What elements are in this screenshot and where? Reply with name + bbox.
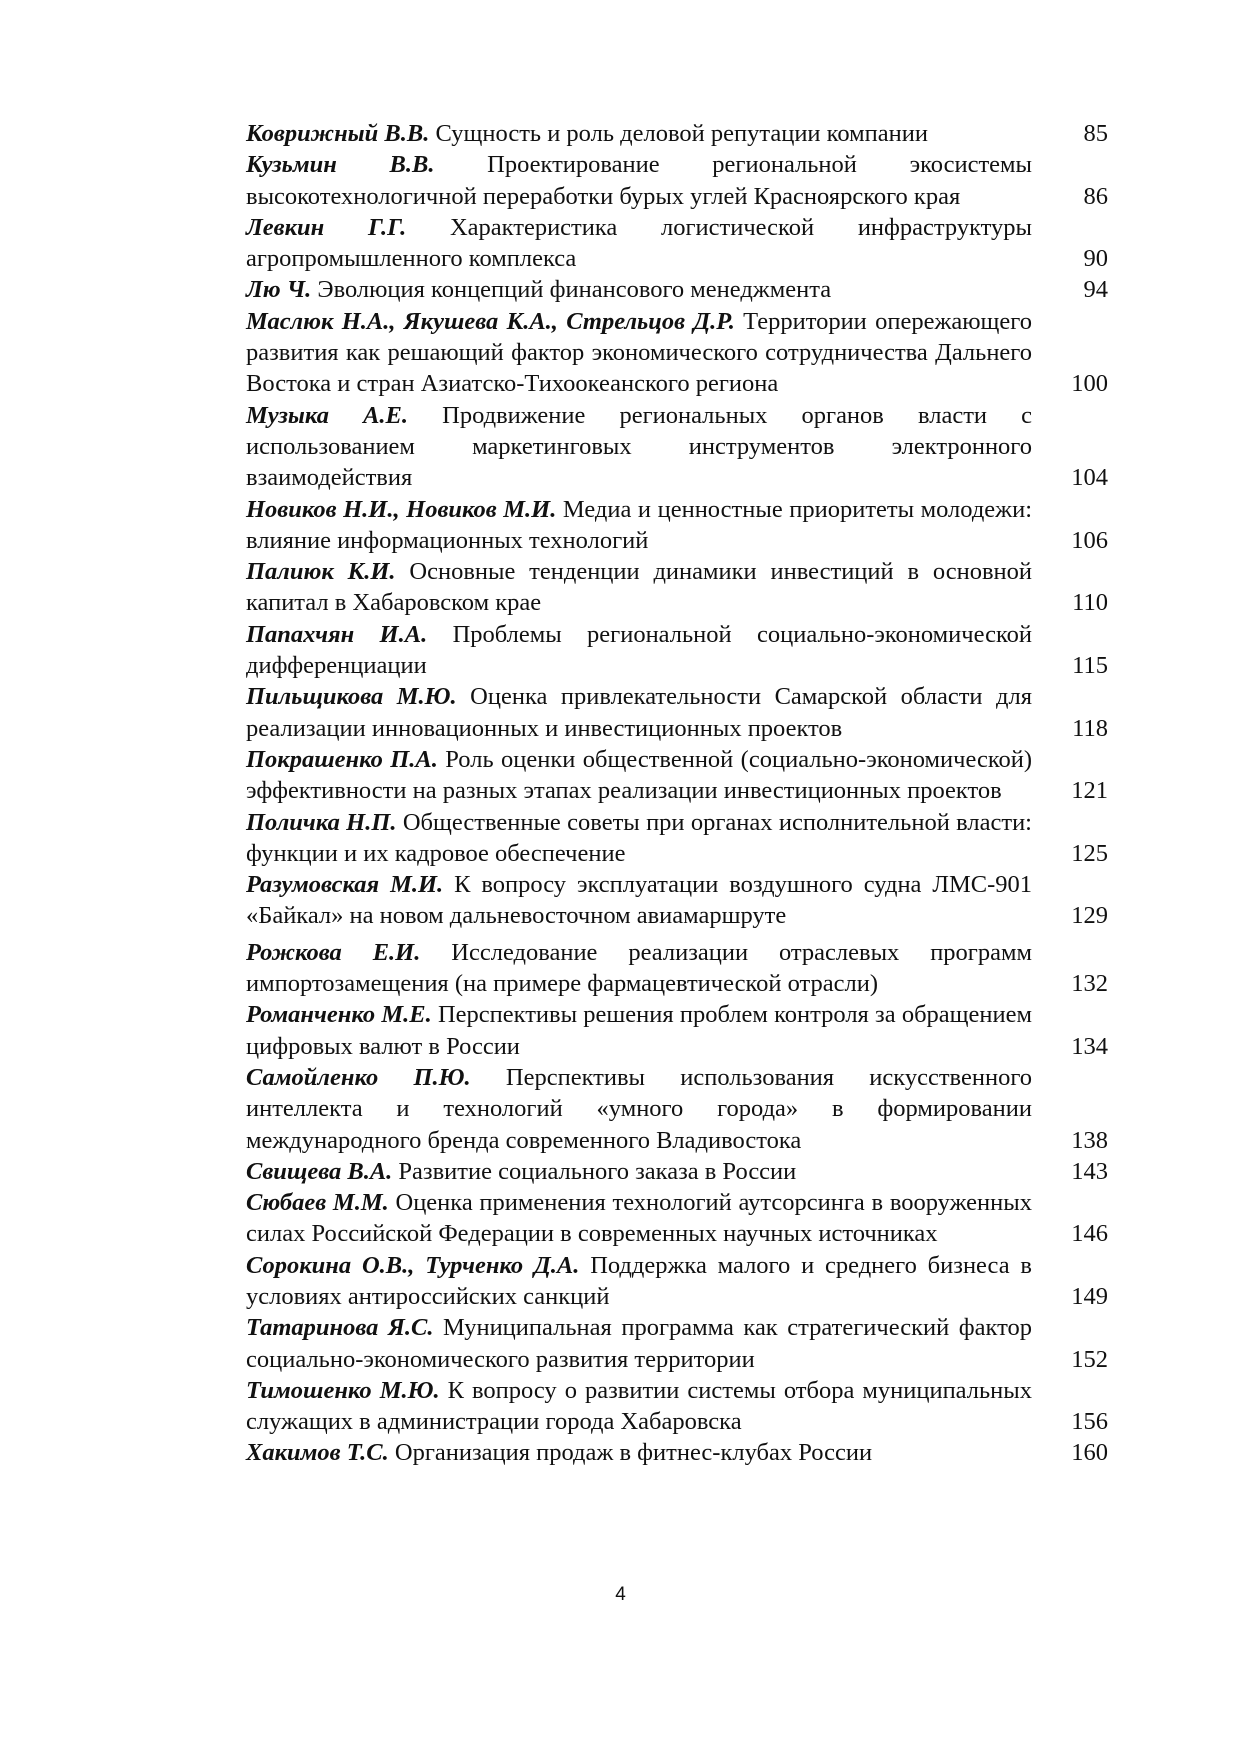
toc-entry-text — [246, 118, 1032, 149]
entry-page-number: 85 — [1083, 120, 1108, 147]
toc-entry-text — [246, 149, 1032, 212]
toc-entry — [246, 619, 1108, 682]
entry-page-number: 104 — [1071, 464, 1108, 492]
toc-entry-text — [246, 937, 1032, 1000]
entry-page-number: 149 — [1071, 1282, 1108, 1310]
entry-page-number: 110 — [1072, 589, 1108, 617]
toc-entry — [246, 212, 1108, 275]
toc-entry-text — [246, 212, 1032, 275]
entry-title: Развитие социального заказа в России — [398, 1157, 797, 1185]
entry-author: Тимошенко М.Ю. — [246, 1376, 440, 1404]
toc-entry-text — [246, 494, 1032, 557]
toc-entry-text — [246, 681, 1032, 744]
toc-entry — [246, 556, 1108, 619]
entry-author: Татаринова Я.С. — [246, 1314, 434, 1342]
entry-page-number: 121 — [1071, 777, 1108, 805]
toc-entry — [246, 1437, 1108, 1468]
toc-entry-text — [246, 1156, 1032, 1187]
toc-entry-text — [246, 807, 1032, 870]
entry-page-number: 152 — [1071, 1345, 1108, 1373]
entry-author: Романченко М.Е. — [246, 1001, 432, 1029]
entry-title: Оценка применения технологий аутсорсинга в вооруженных силах Российской Федерации в современных научных источниках — [246, 1189, 1032, 1248]
toc-entry-text — [246, 1250, 1032, 1313]
toc-entry-text — [246, 556, 1032, 619]
entry-title: Проблемы региональной социально-экономической дифференциации — [246, 620, 1032, 680]
entry-page-number: 125 — [1071, 839, 1108, 867]
entry-author: Пильщикова М.Ю. — [246, 683, 457, 711]
toc-entry-text — [246, 306, 1032, 400]
toc-entry — [246, 937, 1108, 1000]
page-number: 4 — [615, 1584, 626, 1605]
entry-author: Маслюк Н.А., Якушева К.А., Стрельцов Д.Р. — [246, 307, 735, 335]
toc-entry — [246, 118, 1108, 149]
entry-title: Медиа и ценностные приоритеты молодежи: влияние информационных технологий — [246, 495, 1033, 554]
toc-entry-text — [246, 1062, 1032, 1156]
entry-title: Территории опережающего развития как решающий фактор экономического сотрудничества Дальнего Востока и стран Азиатско-Тихоокеанского региона — [246, 307, 1032, 398]
entry-title: К вопросу эксплуатации воздушного судна ЛМС-901 «Байкал» на новом дальневосточном авиамаршруте — [246, 871, 1032, 930]
entry-title: К вопросу о развитии системы отбора муниципальных служащих в администрации города Хабаровска — [246, 1376, 1032, 1436]
entry-author: Свищева В.А. — [246, 1157, 393, 1185]
entry-page-number: 134 — [1071, 1032, 1108, 1060]
entry-page-number: 118 — [1072, 714, 1108, 742]
toc-entry-text — [246, 1437, 1032, 1468]
toc-entry — [246, 274, 1108, 305]
entry-page-number: 132 — [1071, 970, 1108, 998]
entry-title: Роль оценки общественной (социально-экономической) эффективности на разных этапах реализации инвестиционных проектов — [246, 745, 1032, 805]
toc-entry-text — [246, 999, 1032, 1062]
toc-entry-text — [246, 274, 1032, 305]
toc-entry-text — [246, 869, 1032, 932]
toc-entry-text — [246, 400, 1032, 494]
toc-entry-text — [246, 744, 1032, 807]
entry-author: Палиюк К.И. — [246, 558, 396, 586]
entry-author: Музыка А.Е. — [246, 401, 408, 429]
toc-entry — [246, 1250, 1108, 1313]
entry-author: Самойленко П.Ю. — [246, 1063, 471, 1091]
entry-title: Характеристика логистической инфраструктуры агропромышленного комплекса — [246, 213, 1033, 273]
entry-title: Сущность и роль деловой репутации компании — [435, 120, 928, 147]
entry-title: Муниципальная программа как стратегический фактор социально-экономического развития территории — [246, 1314, 1032, 1373]
toc-entry-text — [246, 619, 1032, 682]
entry-author: Поличка Н.П. — [246, 808, 397, 836]
entry-author: Коврижный В.В. — [246, 120, 430, 147]
entry-author: Лю Ч. — [246, 276, 312, 304]
entry-page-number: 146 — [1071, 1220, 1108, 1248]
entry-author: Новиков Н.И., Новиков М.И. — [246, 495, 557, 523]
entry-title: Перспективы использования искусственного интеллекта и технологий «умного города» в формировании международного бренда современного Владивостока — [246, 1063, 1033, 1154]
entry-title: Основные тенденции динамики инвестиций в основной капитал в Хабаровском крае — [246, 558, 1032, 617]
toc-entry-text — [246, 1187, 1032, 1250]
toc-entry — [246, 400, 1108, 494]
entry-page-number: 129 — [1071, 902, 1108, 930]
entry-author: Покрашенко П.А. — [246, 745, 438, 773]
toc-entry — [246, 869, 1108, 932]
entry-title: Оценка привлекательности Самарской области для реализации инновационных и инвестиционных проектов — [246, 683, 1032, 742]
toc-entry — [246, 306, 1108, 400]
entry-page-number: 156 — [1071, 1408, 1108, 1436]
toc-entry — [246, 999, 1108, 1062]
entry-title: Перспективы решения проблем контроля за обращением цифровых валют в России — [246, 1001, 1033, 1060]
toc-entry — [246, 494, 1108, 557]
entry-title: Эволюция концепций финансового менеджмента — [317, 276, 832, 304]
toc-entry — [246, 1062, 1108, 1156]
entry-title: Продвижение региональных органов власти с использованием маркетинговых инструментов электронного взаимодействия — [246, 401, 1033, 492]
entry-title: Проектирование региональной экосистемы высокотехнологичной переработки бурых углей Красноярского края — [246, 151, 1033, 210]
toc-entry — [246, 807, 1108, 870]
entry-author: Разумовская М.И. — [246, 871, 444, 899]
toc-entry-text — [246, 1312, 1032, 1375]
entry-title: Исследование реализации отраслевых программ импортозамещения (на примере фармацевтической отрасли) — [246, 938, 1032, 998]
toc-entry — [246, 681, 1108, 744]
entry-page-number: 138 — [1071, 1126, 1108, 1154]
entry-page-number: 94 — [1083, 276, 1108, 304]
entry-page-number: 143 — [1071, 1157, 1108, 1185]
toc-entry — [246, 1156, 1108, 1187]
entry-page-number: 106 — [1071, 526, 1108, 554]
entry-page-number: 115 — [1072, 652, 1108, 680]
table-of-contents — [246, 118, 1108, 1469]
entry-title: Поддержка малого и среднего бизнеса в условиях антироссийских санкций — [246, 1251, 1032, 1310]
entry-author: Хакимов Т.С. — [246, 1439, 389, 1467]
entry-author: Кузьмин В.В. — [246, 151, 435, 179]
toc-entry-text — [246, 1375, 1032, 1438]
toc-entry — [246, 1312, 1108, 1375]
entry-page-number: 160 — [1071, 1439, 1108, 1467]
entry-author: Рожкова Е.И. — [246, 938, 421, 966]
entry-title: Общественные советы при органах исполнительной власти: функции и их кадровое обеспечение — [246, 808, 1032, 867]
entry-author: Сорокина О.В., Турченко Д.А. — [246, 1251, 580, 1279]
toc-entry — [246, 1187, 1108, 1250]
toc-entry — [246, 744, 1108, 807]
entry-author: Сюбаев М.М. — [246, 1189, 389, 1217]
entry-author: Левкин Г.Г. — [246, 213, 407, 241]
entry-author: Папахчян И.А. — [246, 620, 428, 648]
toc-entry — [246, 1375, 1108, 1438]
toc-entry — [246, 149, 1108, 212]
entry-page-number: 100 — [1071, 370, 1108, 398]
entry-title: Организация продаж в фитнес-клубах России — [394, 1439, 873, 1467]
entry-page-number: 90 — [1083, 245, 1108, 273]
entry-page-number: 86 — [1083, 182, 1108, 210]
